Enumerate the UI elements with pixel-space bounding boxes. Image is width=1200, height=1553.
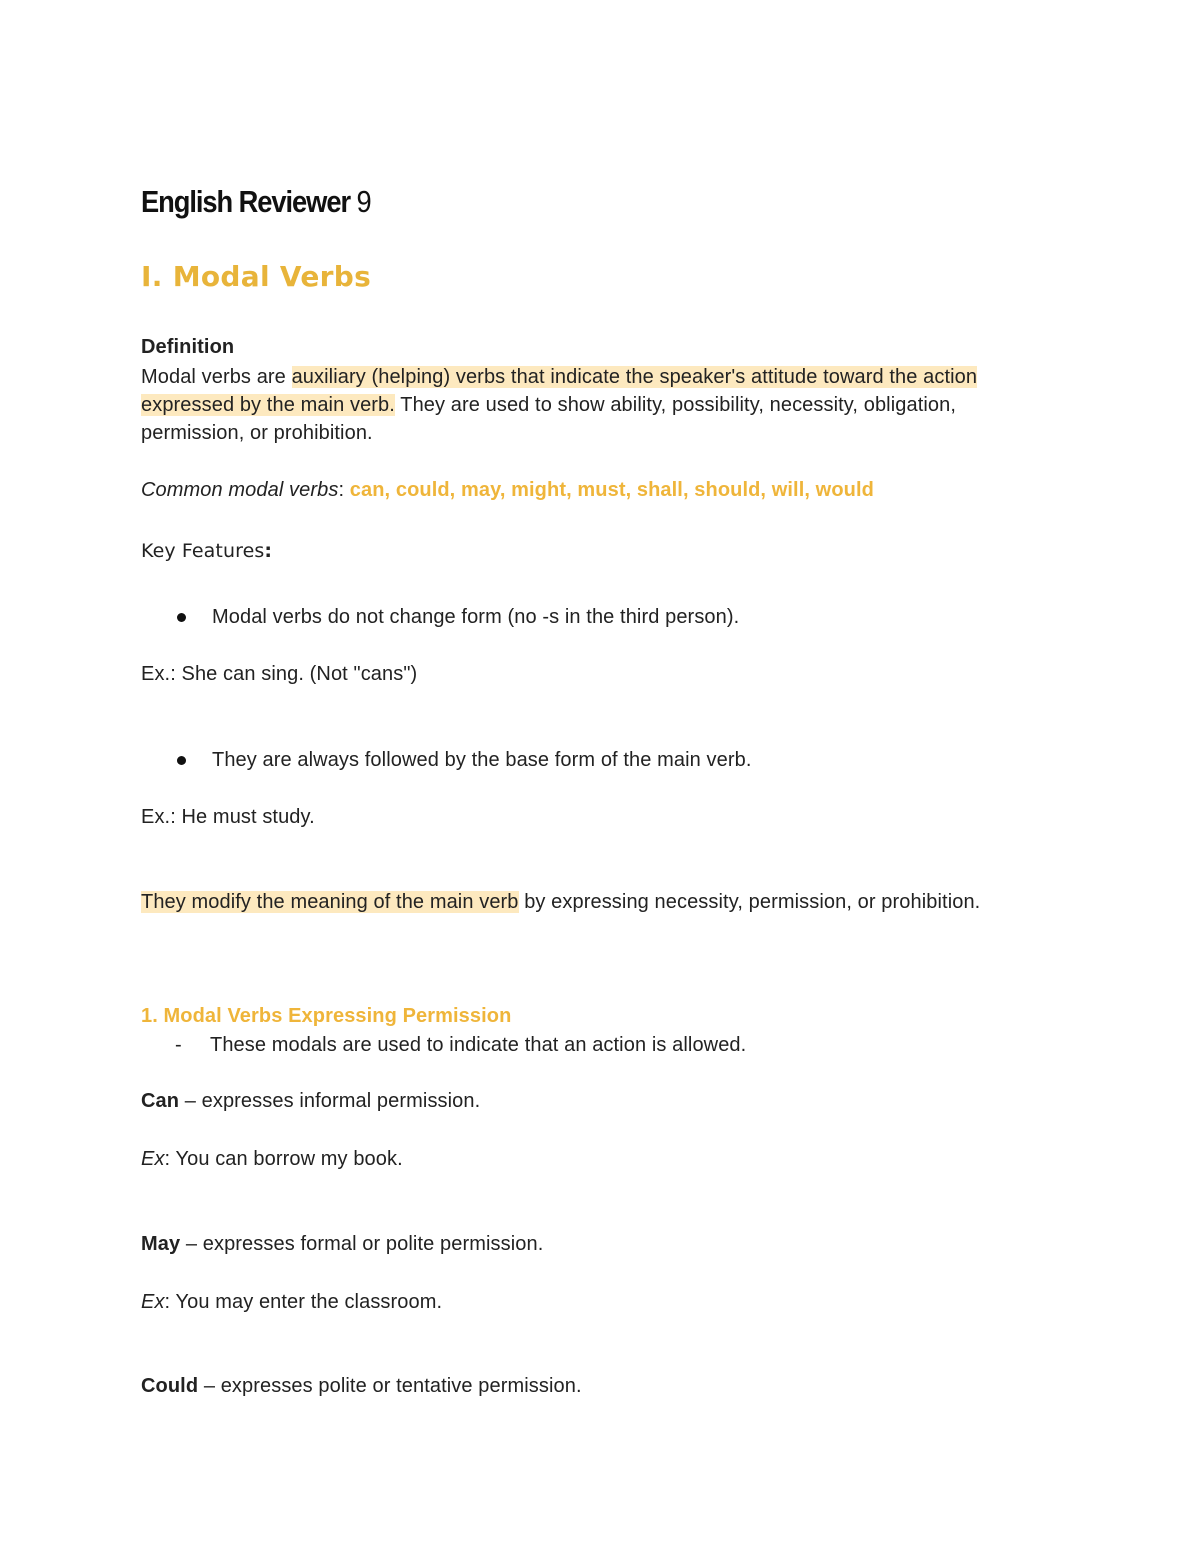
section-heading: I. Modal Verbs xyxy=(141,260,372,293)
bullet-icon xyxy=(177,756,186,765)
definition-rest: They are used to show ability, possibility, necessity, obligation, xyxy=(394,394,957,416)
feature-example: Ex.: She can sing. (Not "cans") xyxy=(141,663,418,685)
definition-line-1 xyxy=(141,363,977,391)
modal-word: Could xyxy=(141,1375,199,1397)
document-title xyxy=(141,184,371,220)
modal-could xyxy=(141,1372,582,1400)
feature-example: Ex.: He must study. xyxy=(141,806,315,828)
feature-text: Modal verbs do not change form (no -s in the third person). xyxy=(212,606,740,628)
common-modal-verbs xyxy=(141,476,874,504)
example-label: Ex xyxy=(141,1291,165,1313)
modify-highlight: They modify the meaning of the main verb xyxy=(141,891,519,913)
example-text: : You may enter the classroom. xyxy=(164,1291,443,1313)
common-label: Common modal verbs xyxy=(141,479,339,501)
definition-highlight-2: expressed by the main verb. xyxy=(141,394,395,416)
modal-may xyxy=(141,1230,543,1258)
modal-can xyxy=(141,1087,480,1115)
title-number: 9 xyxy=(356,184,371,219)
modal-word: Can xyxy=(141,1090,180,1112)
definition-line-3: permission, or prohibition. xyxy=(141,422,373,444)
modal-can-example xyxy=(141,1145,403,1173)
modal-may-example xyxy=(141,1288,442,1316)
key-features-colon: : xyxy=(264,540,273,562)
modal-desc: – expresses formal or polite permission. xyxy=(180,1233,544,1255)
definition-intro: Modal verbs are xyxy=(141,366,292,388)
dash-marker: - xyxy=(175,1034,182,1056)
permission-heading: 1. Modal Verbs Expressing Permission xyxy=(141,1005,512,1027)
definition-highlight-1: auxiliary (helping) verbs that indicate the speaker's attitude toward the action xyxy=(291,366,978,388)
common-list: can, could, may, might, must, shall, should, will, would xyxy=(349,479,874,501)
common-colon: : xyxy=(338,479,350,501)
modify-rest: by expressing necessity, permission, or prohibition. xyxy=(518,891,981,913)
modify-sentence xyxy=(141,888,980,916)
modal-desc: – expresses informal permission. xyxy=(179,1090,481,1112)
definition-label: Definition xyxy=(141,336,235,358)
title-text: English Reviewer xyxy=(141,184,351,219)
key-features-text: Key Features xyxy=(141,540,265,562)
bullet-icon xyxy=(177,613,186,622)
example-text: : You can borrow my book. xyxy=(164,1148,403,1170)
permission-note-text: These modals are used to indicate that an action is allowed. xyxy=(210,1034,747,1056)
modal-desc: – expresses polite or tentative permission. xyxy=(198,1375,582,1397)
definition-line-2 xyxy=(141,391,956,419)
example-label: Ex xyxy=(141,1148,165,1170)
key-features-label xyxy=(141,537,272,565)
modal-word: May xyxy=(141,1233,181,1255)
feature-text: They are always followed by the base form of the main verb. xyxy=(212,749,752,771)
